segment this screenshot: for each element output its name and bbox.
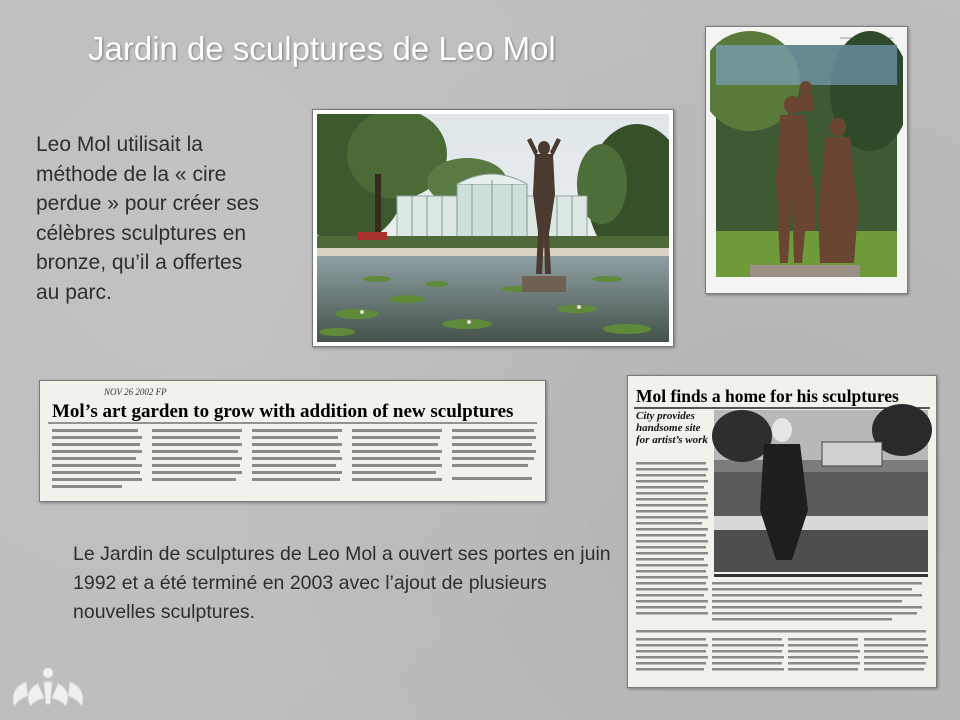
- right-clipping-subhead: City provides handsome site for artist’s work: [636, 410, 708, 446]
- left-clipping-headline: Mol’s art garden to grow with addition of new sculptures: [52, 401, 514, 422]
- right-clipping-headline: Mol finds a home for his sculptures: [636, 386, 899, 406]
- newspaper-clipping-right: [627, 375, 937, 688]
- garden-photo: [312, 109, 674, 347]
- newspaper-clipping-left: [39, 380, 546, 502]
- closing-paragraph: Le Jardin de sculptures de Leo Mol a ouvert ses portes en juin 1992 et a été terminé en 2003 avec l’ajout de plusieurs nouvelles sculptures.: [73, 543, 611, 623]
- lotus-logo-icon: [8, 664, 88, 717]
- family-sculpture-photo: [705, 26, 908, 294]
- clipping-date: NOV 26 2002 FP: [104, 387, 167, 397]
- slide-title: Jardin de sculptures de Leo Mol: [88, 30, 556, 67]
- intro-paragraph: Leo Mol utilisait la méthode de la « cire perdue » pour créer ses célèbres sculptures en bronze, qu’il a offertes au parc.: [36, 133, 259, 304]
